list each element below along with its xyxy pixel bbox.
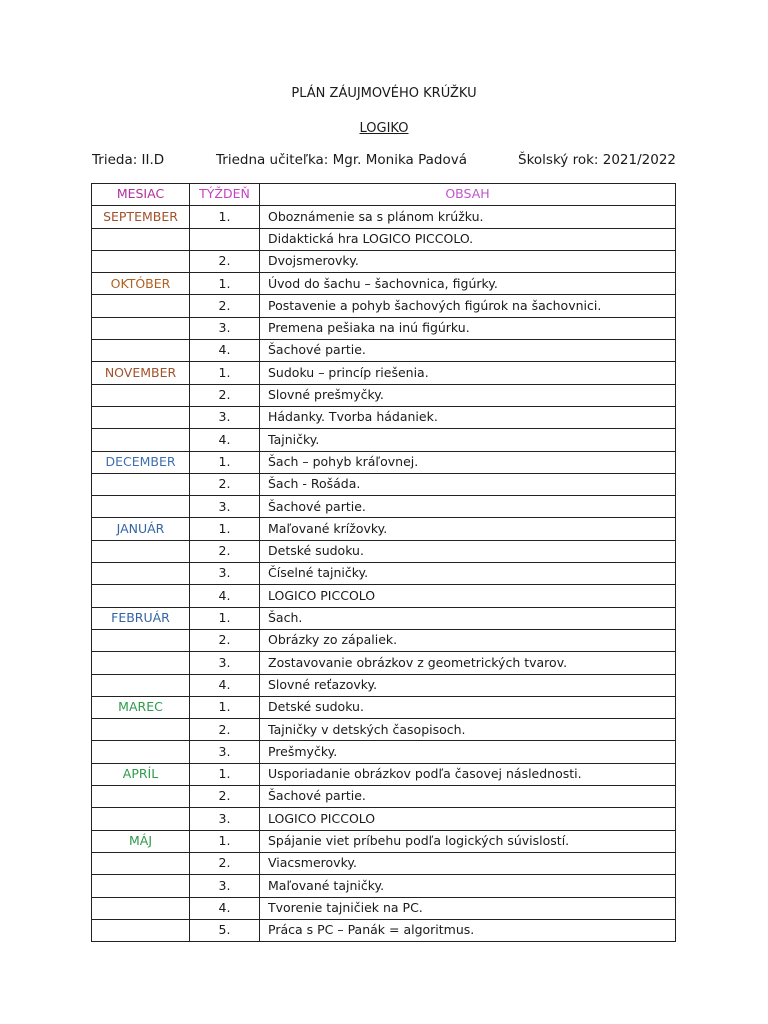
content-cell: Šachové partie. xyxy=(260,786,676,808)
month-cell xyxy=(92,808,190,830)
week-cell: 1. xyxy=(190,607,260,629)
month-cell xyxy=(92,295,190,317)
content-cell: Slovné prešmyčky. xyxy=(260,384,676,406)
table-row xyxy=(92,741,676,763)
school-year-label: Školský rok: 2021/2022 xyxy=(518,152,676,168)
month-cell xyxy=(92,652,190,674)
week-cell: 3. xyxy=(190,563,260,585)
table-row xyxy=(92,540,676,562)
table-row xyxy=(92,674,676,696)
table-row xyxy=(92,808,676,830)
week-cell: 3. xyxy=(190,741,260,763)
week-cell: 5. xyxy=(190,919,260,941)
content-cell: Práca s PC – Panák = algoritmus. xyxy=(260,919,676,941)
content-cell: Sudoku – princíp riešenia. xyxy=(260,362,676,384)
document-title: PLÁN ZÁUJMOVÉHO KRÚŽKU xyxy=(291,86,477,101)
week-cell: 2. xyxy=(190,295,260,317)
teacher-label: Triedna učiteľka: Mgr. Monika Padová xyxy=(216,152,468,168)
table-row xyxy=(92,763,676,785)
week-cell: 1. xyxy=(190,696,260,718)
content-cell: Šachové partie. xyxy=(260,496,676,518)
content-cell: Dvojsmerovky. xyxy=(260,250,676,272)
table-row xyxy=(92,919,676,941)
content-cell: Postavenie a pohyb šachových figúrok na šachovnici. xyxy=(260,295,676,317)
table-row xyxy=(92,317,676,339)
table-row xyxy=(92,206,676,228)
month-cell xyxy=(92,473,190,495)
content-cell: Usporiadanie obrázkov podľa časovej následnosti. xyxy=(260,763,676,785)
month-cell xyxy=(92,629,190,651)
month-cell xyxy=(92,384,190,406)
header-content: OBSAH xyxy=(260,184,676,206)
week-cell: 2. xyxy=(190,384,260,406)
table-row xyxy=(92,607,676,629)
week-cell: 1. xyxy=(190,206,260,228)
table-row xyxy=(92,652,676,674)
content-cell: Tvorenie tajničiek na PC. xyxy=(260,897,676,919)
month-cell xyxy=(92,228,190,250)
week-cell: 3. xyxy=(190,652,260,674)
table-row xyxy=(92,629,676,651)
table-row xyxy=(92,563,676,585)
content-cell: Tajničky. xyxy=(260,429,676,451)
content-cell: Hádanky. Tvorba hádaniek. xyxy=(260,406,676,428)
month-cell xyxy=(92,674,190,696)
week-cell: 3. xyxy=(190,406,260,428)
month-cell: DECEMBER xyxy=(92,451,190,473)
table-row xyxy=(92,696,676,718)
header-week: TÝŽDEŇ xyxy=(190,184,260,206)
month-cell xyxy=(92,919,190,941)
table-row xyxy=(92,518,676,540)
month-cell xyxy=(92,875,190,897)
week-cell: 4. xyxy=(190,674,260,696)
content-cell: Šach. xyxy=(260,607,676,629)
content-cell: LOGICO PICCOLO xyxy=(260,585,676,607)
month-cell xyxy=(92,719,190,741)
week-cell: 2. xyxy=(190,629,260,651)
content-cell: Spájanie viet príbehu podľa logických súvislostí. xyxy=(260,830,676,852)
content-cell: Maľované krížovky. xyxy=(260,518,676,540)
table-row xyxy=(92,362,676,384)
content-cell: Detské sudoku. xyxy=(260,696,676,718)
week-cell: 4. xyxy=(190,340,260,362)
class-label: Trieda: II.D xyxy=(92,152,165,168)
month-cell xyxy=(92,250,190,272)
month-cell: MÁJ xyxy=(92,830,190,852)
month-cell xyxy=(92,496,190,518)
week-cell: 1. xyxy=(190,273,260,295)
content-cell: Obrázky zo zápaliek. xyxy=(260,629,676,651)
content-cell: Premena pešiaka na inú figúrku. xyxy=(260,317,676,339)
header-month: MESIAC xyxy=(92,184,190,206)
table-row xyxy=(92,875,676,897)
table-row xyxy=(92,496,676,518)
week-cell: 2. xyxy=(190,852,260,874)
month-cell xyxy=(92,585,190,607)
month-cell: SEPTEMBER xyxy=(92,206,190,228)
week-cell: 1. xyxy=(190,451,260,473)
content-cell: Tajničky v detských časopisoch. xyxy=(260,719,676,741)
table-row xyxy=(92,340,676,362)
month-cell xyxy=(92,340,190,362)
week-cell: 2. xyxy=(190,719,260,741)
week-cell xyxy=(190,228,260,250)
content-cell: Didaktická hra LOGICO PICCOLO. xyxy=(260,228,676,250)
week-cell: 1. xyxy=(190,763,260,785)
table-row xyxy=(92,786,676,808)
week-cell: 3. xyxy=(190,496,260,518)
table-row xyxy=(92,429,676,451)
table-row xyxy=(92,451,676,473)
month-cell xyxy=(92,786,190,808)
week-cell: 2. xyxy=(190,473,260,495)
table-header-row xyxy=(92,184,676,206)
table-row xyxy=(92,406,676,428)
content-cell: Číselné tajničky. xyxy=(260,563,676,585)
month-cell xyxy=(92,741,190,763)
month-cell xyxy=(92,406,190,428)
week-cell: 1. xyxy=(190,518,260,540)
week-cell: 3. xyxy=(190,875,260,897)
table-row xyxy=(92,719,676,741)
month-cell xyxy=(92,852,190,874)
month-cell: JANUÁR xyxy=(92,518,190,540)
table-row xyxy=(92,473,676,495)
month-cell xyxy=(92,563,190,585)
week-cell: 4. xyxy=(190,429,260,451)
table-row xyxy=(92,273,676,295)
month-cell xyxy=(92,540,190,562)
month-cell: MAREC xyxy=(92,696,190,718)
table-row xyxy=(92,830,676,852)
content-cell: Úvod do šachu – šachovnica, figúrky. xyxy=(260,273,676,295)
club-name: LOGIKO xyxy=(359,121,409,136)
content-cell: Detské sudoku. xyxy=(260,540,676,562)
week-cell: 1. xyxy=(190,362,260,384)
content-cell: Maľované tajničky. xyxy=(260,875,676,897)
month-cell: OKTÓBER xyxy=(92,273,190,295)
content-cell: Slovné reťazovky. xyxy=(260,674,676,696)
plan-table xyxy=(91,183,676,942)
content-cell: Šach - Rošáda. xyxy=(260,473,676,495)
content-cell: Zostavovanie obrázkov z geometrických tvarov. xyxy=(260,652,676,674)
week-cell: 2. xyxy=(190,786,260,808)
table-row xyxy=(92,585,676,607)
month-cell: FEBRUÁR xyxy=(92,607,190,629)
content-cell: Šach – pohyb kráľovnej. xyxy=(260,451,676,473)
week-cell: 3. xyxy=(190,808,260,830)
month-cell: APRÍL xyxy=(92,763,190,785)
week-cell: 2. xyxy=(190,250,260,272)
week-cell: 2. xyxy=(190,540,260,562)
month-cell xyxy=(92,897,190,919)
month-cell xyxy=(92,317,190,339)
content-cell: Viacsmerovky. xyxy=(260,852,676,874)
week-cell: 4. xyxy=(190,897,260,919)
table-row xyxy=(92,897,676,919)
table-row xyxy=(92,228,676,250)
week-cell: 4. xyxy=(190,585,260,607)
week-cell: 1. xyxy=(190,830,260,852)
content-cell: Oboznámenie sa s plánom krúžku. xyxy=(260,206,676,228)
table-row xyxy=(92,250,676,272)
content-cell: Prešmyčky. xyxy=(260,741,676,763)
content-cell: Šachové partie. xyxy=(260,340,676,362)
table-row xyxy=(92,295,676,317)
month-cell xyxy=(92,429,190,451)
table-row xyxy=(92,852,676,874)
content-cell: LOGICO PICCOLO xyxy=(260,808,676,830)
week-cell: 3. xyxy=(190,317,260,339)
month-cell: NOVEMBER xyxy=(92,362,190,384)
table-row xyxy=(92,384,676,406)
